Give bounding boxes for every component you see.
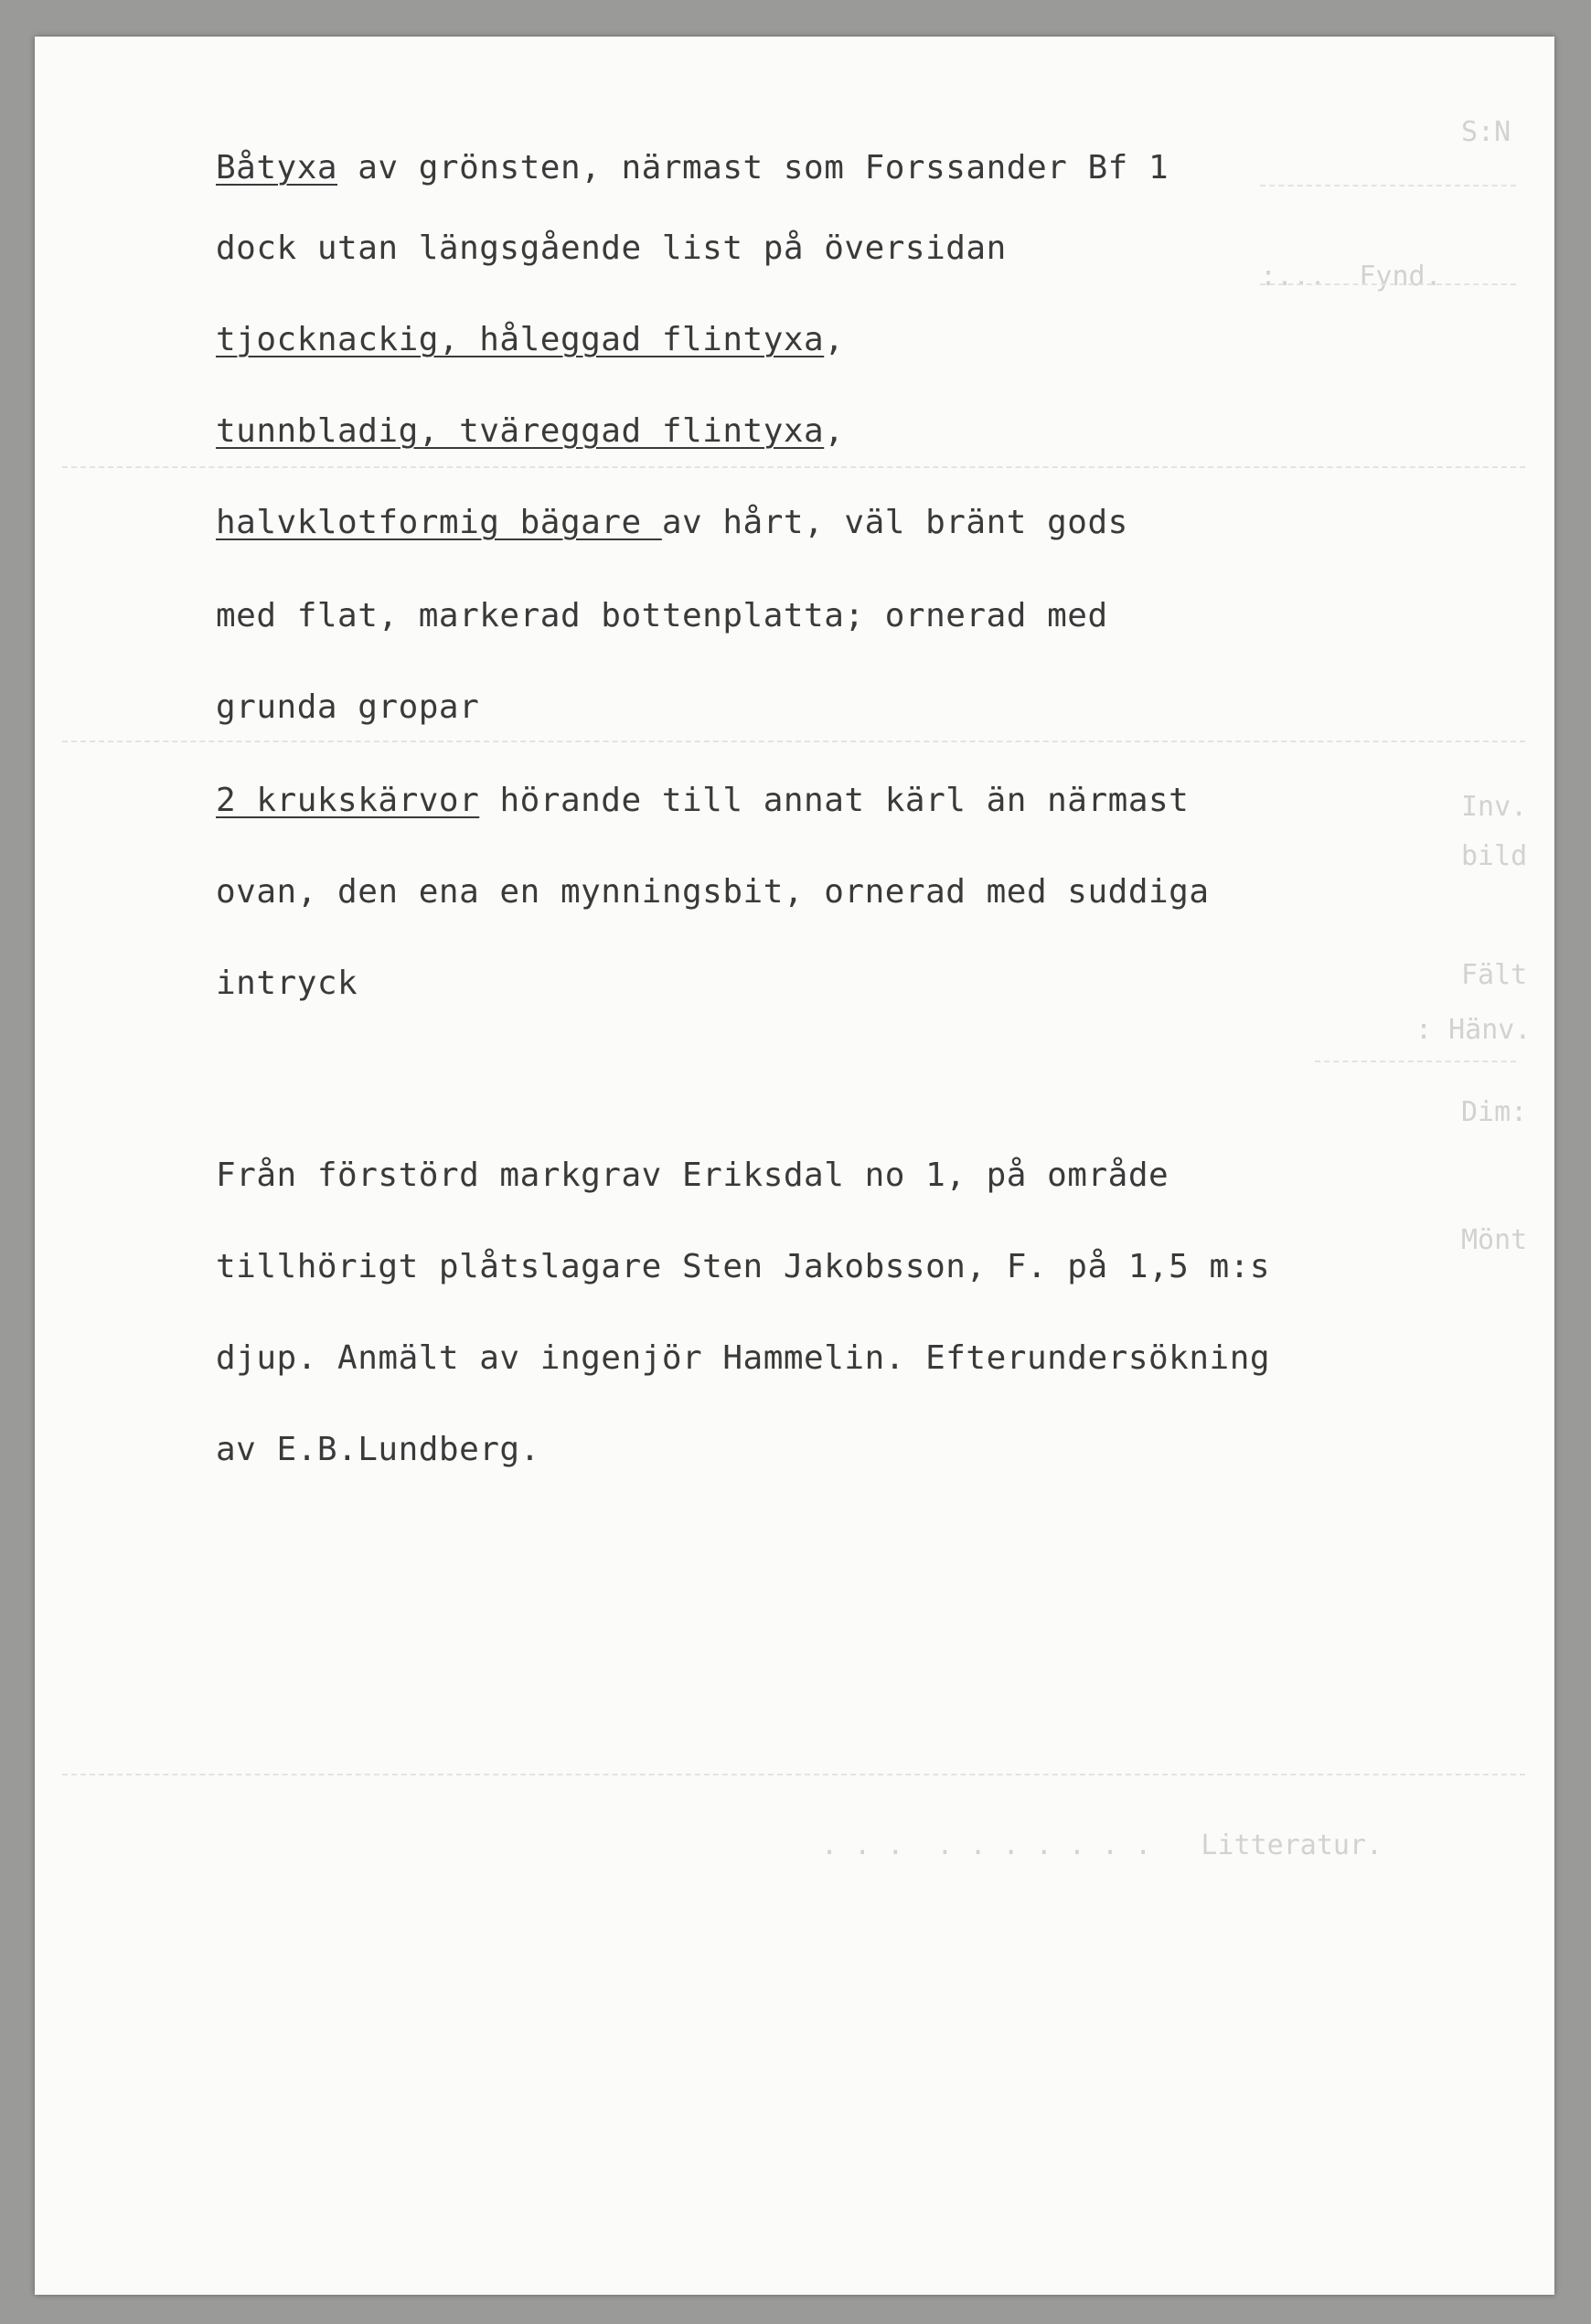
form-field-ghost: :... Fynd. <box>1260 261 1442 293</box>
description-line <box>216 781 1189 821</box>
line-text: , <box>824 321 845 358</box>
form-field-ghost: S:N <box>1461 116 1511 148</box>
form-field-ghost: Fält <box>1461 959 1528 991</box>
catalog-card <box>35 37 1554 2295</box>
line-text: ovan, den ena en mynningsbit, ornerad med suddiga <box>216 873 1210 911</box>
provenance-line: Från förstörd markgrav Eriksdal no 1, på område <box>216 1157 1169 1194</box>
description-line <box>216 320 844 360</box>
description-line <box>216 411 844 452</box>
provenance-line: djup. Anmält av ingenjör Hammelin. Efterundersökning <box>216 1339 1271 1377</box>
line-text: dock utan längsgående list på översidan <box>216 229 1007 267</box>
line-text: av grönsten, närmast som Forssander Bf 1 <box>337 149 1169 187</box>
description-line <box>216 229 1007 269</box>
line-text: med flat, markerad bottenplatta; ornerad med <box>216 597 1108 634</box>
underlined-item: tjocknackig, håleggad flintyxa <box>216 321 825 358</box>
line-text: , <box>824 412 845 450</box>
provenance-line: av E.B.Lundberg. <box>216 1431 540 1468</box>
underlined-item: halvklotformig bägare <box>216 504 662 541</box>
description-line <box>216 148 1169 188</box>
typed-text-area <box>35 37 1554 2295</box>
line-text: hörande till annat kärl än närmast <box>479 782 1190 819</box>
description-line <box>216 596 1108 636</box>
form-field-ghost: Dim: <box>1461 1096 1528 1128</box>
form-field-ghost: : Hänv. <box>1415 1014 1532 1046</box>
form-field-ghost: Mönt <box>1461 1224 1528 1256</box>
form-field-ghost: bild <box>1461 840 1528 872</box>
description-line <box>216 503 1128 543</box>
description-line <box>216 964 358 1004</box>
form-field-ghost: Inv. <box>1461 791 1528 823</box>
line-text: grunda gropar <box>216 688 480 726</box>
description-line <box>216 872 1210 912</box>
underlined-item: tunnbladig, tväreggad flintyxa <box>216 412 825 450</box>
line-text: intryck <box>216 965 358 1002</box>
form-field-ghost: . . . . . . . . . . Litteratur. <box>821 1829 1383 1861</box>
underlined-item: 2 krukskärvor <box>216 782 480 819</box>
description-line <box>216 688 479 728</box>
provenance-line: tillhörigt plåtslagare Sten Jakobsson, F. på 1,5 m:s <box>216 1248 1271 1285</box>
line-text: av hårt, väl bränt gods <box>661 504 1128 541</box>
underlined-item: Båtyxa <box>216 149 338 187</box>
